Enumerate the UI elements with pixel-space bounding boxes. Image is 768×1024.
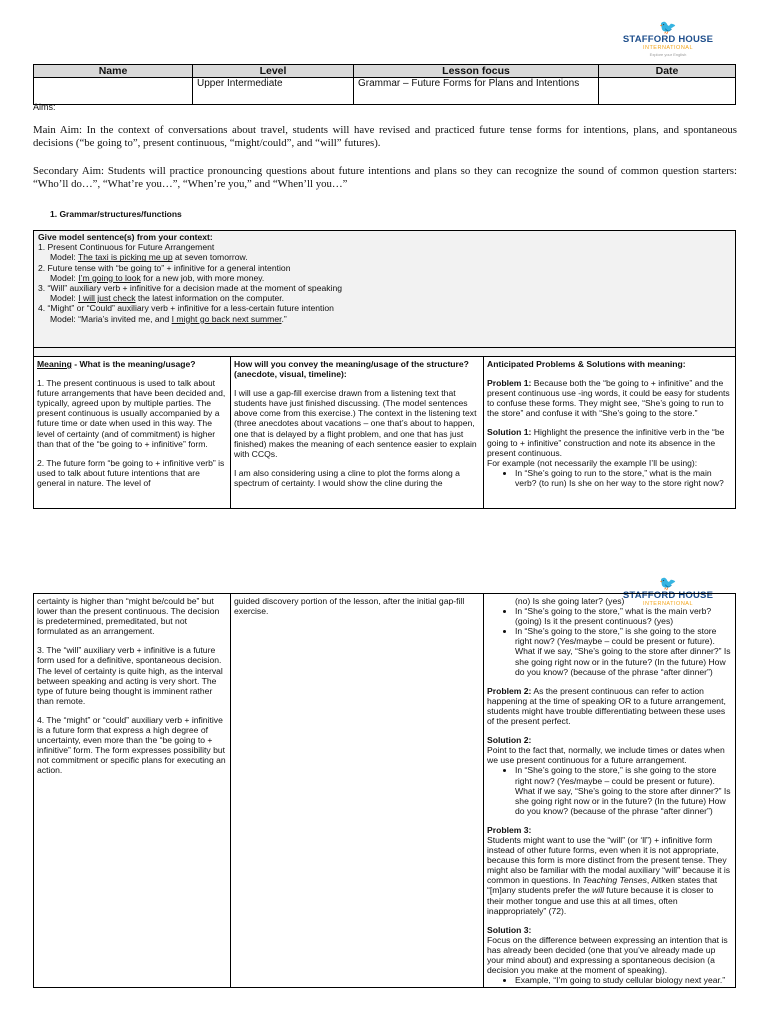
problems-header: Anticipated Problems & Solutions with meaning:	[487, 359, 686, 369]
convey-paragraph-2: I am also considering using a cline to plot the forms along a spectrum of certainty. I would show the cline during the	[234, 467, 460, 488]
header-value-date[interactable]	[599, 78, 736, 105]
aims-label: Aims:	[33, 102, 56, 112]
solution-2: Point to the fact that, normally, we include times or dates when we use present continuous for a future arrangement.	[487, 745, 725, 766]
model-line-1: 1. Present Continuous for Future Arrangement	[38, 242, 215, 253]
header-col-focus: Lesson focus	[354, 65, 599, 78]
list-item: • In “She’s going to the store,” what is the main verb? (going) Is it the present continuous? (yes)	[515, 606, 732, 626]
model-example-1: Model: The taxi is picking me up at seven tomorrow.	[50, 252, 248, 263]
bullet-continuation: (no) Is she going later? (yes)	[515, 596, 625, 606]
model-line-2: 2. Future tense with “be going to” + infinitive for a general intention	[38, 262, 291, 273]
convey-paragraph-2-cont: guided discovery portion of the lesson, after the initial gap-fill exercise.	[234, 596, 465, 617]
meaning-point-1: 1. The present continuous is used to talk about future arrangements that have been decided and, typically, agreed upon by multiple parties. The present continuous is usually accompanied by a future time or date when used in this way. The level of certainty (and of commitment) is higher than that of the “be going to + infinitive” form.	[37, 378, 226, 449]
model-line-3: 3. “Will” auxiliary verb + infinitive for a decision made at the moment of speaking	[38, 283, 343, 294]
example-intro: For example (not necessarily the example I’ll be using):	[487, 457, 698, 468]
problems-column	[484, 357, 736, 509]
logo-brand-2: STAFFORD HOUSE	[622, 590, 714, 601]
solution-3-label: Solution 3:	[487, 924, 532, 935]
meaning-point-2: 2. The future form “be going to + infinitive verb” is used to talk about future intentions that are general in nature. The level of	[37, 457, 225, 488]
bird-logo-icon-2: 🐦	[659, 575, 677, 591]
model-example-3: Model: I will just check the latest information on the computer.	[50, 293, 285, 304]
convey-column	[231, 357, 484, 509]
bird-logo-icon: 🐦	[659, 19, 677, 35]
meaning-header: Meaning - What is the meaning/usage?	[37, 359, 196, 369]
logo-tagline: Explore your English	[649, 52, 687, 57]
model-line-4: 4. “Might” or “Could” auxiliary verb + infinitive for a less-certain future intention	[38, 303, 334, 314]
meaning-point-3: 3. The “will” auxiliary verb + infinitive is a future form used for a definitive, spontaneous decision. The level of certainty is quite high, as the interval between speaking and acting is very short. The type of future being thought is imminent rather than remote.	[37, 645, 223, 706]
header-col-date: Date	[599, 65, 736, 78]
list-item: • Example, “I’m going to study cellular biology next year.”	[515, 975, 732, 985]
problem-3: Students might want to use the “will” (or ‘ll”) + infinitive form instead of other future forms, even when it is not appropriate, because this form is more distinct from the present tense. They might also be familiar with the modal auxiliary “will” because it is common in questions. In Teaching Tenses, Aitken states that “[m]any students prefer the will future because it is closer to their mother tongue and use this at all times, often inappropriately” (72).	[487, 834, 731, 916]
model-title: Give model sentence(s) from your context:	[38, 232, 213, 242]
header-col-level: Level	[193, 65, 354, 78]
problem-2: Problem 2: As the present continuous can refer to action happening at the time of speaking OR to a future arrangement, students might have trouble differentiating between these uses of the present perfect.	[487, 685, 726, 727]
model-example-2: Model: I’m going to look for a new job, with more money.	[50, 272, 265, 283]
problem-1: Problem 1: Because both the “be going to + infinitive” and the present continuous use -ing words, it could be easy for students to confuse these forms. They might see, “She’s going to run to the store” and confuse it with “She’s going to the store.”	[487, 378, 730, 419]
example-bullets-3	[487, 765, 732, 815]
section-heading: 1. Grammar/structures/functions	[50, 209, 182, 219]
example-bullets-2	[487, 606, 732, 677]
logo-sub-2: INTERNATIONAL	[642, 601, 694, 607]
document-page-2	[0, 574, 768, 1024]
logo-sub: INTERNATIONAL	[642, 45, 694, 51]
solution-1: Solution 1: Highlight the presence the infinitive verb in the “be going to + infinitive” construction and note its absence in the present continuous.	[487, 427, 725, 458]
main-aim: Main Aim: In the context of conversations about travel, students will have revised and practiced future tense forms for intentions, plans, and spontaneous decisions (“be going to”, present continuous, “might/could”, and “will” futures).	[33, 124, 737, 149]
solution-3: Focus on the difference between expressing an intention that is has already been decided (one that you’ve already made up your mind about) and expressing a spontaneous decision (a decision you make at the moment of speaking).	[487, 934, 728, 976]
model-sentences-box	[33, 230, 736, 348]
meaning-table-page-1	[33, 347, 736, 509]
model-example-4: Model: “Maria’s invited me, and I might go back next summer.”	[50, 313, 287, 324]
meaning-point-2-cont: certainty is higher than “might be/could be” but lower than the present continuous. The decision is predetermined, premeditated, but not formulated as an arrangement.	[37, 596, 220, 637]
header-value-name[interactable]	[34, 78, 193, 105]
header-value-focus: Grammar – Future Forms for Plans and Intentions	[354, 78, 599, 105]
list-item: • In “She’s going to the store,” is she going to the store right now? (Yes/maybe – could be present or future). What if we say, “She’s going to the store after dinner?” Is she going right now or in the future? (In the future) How do you know? (because of the phrase “after dinner”)	[515, 626, 732, 676]
problem-3-label: Problem 3:	[487, 824, 532, 835]
solution-2-label: Solution 2:	[487, 735, 532, 746]
example-bullets-4	[487, 975, 732, 985]
convey-paragraph-1: I will use a gap-fill exercise drawn from a listening text that students have just finished discussing. (The model sentences above come from this exercise.) The context in the listening text (three anecdotes about vacations – one that’s about to happen, one that is delayed by a flight problem, and one that has just finished) makes the meaning of each sentence easier to explain with CCQs.	[234, 388, 477, 459]
example-bullets-1	[487, 468, 732, 488]
meaning-table-page-2	[33, 593, 736, 988]
lesson-header-table	[33, 64, 736, 105]
meaning-point-4: 4. The “might” or “could” auxiliary verb + infinitive is a future form that express a high degree of uncertainty, even more than the “be going to + infinitive” form. The form expresses possibility but not commitment or specific plans for executing an action.	[37, 714, 226, 776]
convey-column-cont	[231, 594, 484, 988]
stafford-house-logo	[608, 20, 728, 57]
list-item: • In “She’s going to the store,” is she going to the store right now? (Yes/maybe – could be present or future). What if we say, “She’s going to the store after dinner?” Is she going right now or in the future? (In the future) How do you know? (because of the phrase “after dinner”)	[515, 765, 732, 815]
header-col-name: Name	[34, 65, 193, 78]
meaning-column	[34, 357, 231, 509]
logo-brand: STAFFORD HOUSE	[622, 34, 714, 45]
header-value-level: Upper Intermediate	[193, 78, 354, 105]
convey-header: How will you convey the meaning/usage of the structure? (anecdote, visual, timeline):	[234, 359, 469, 380]
problems-column-cont	[484, 594, 736, 988]
secondary-aim: Secondary Aim: Students will practice pronouncing questions about future intentions and plans so they can recognize the sound of common question starters: “Who’ll do…”, “What’re you…”, “When’re you,” and “When’ll you…”	[33, 165, 737, 190]
list-item: • In “She’s going to run to the store,” what is the main verb? (to run) Is she on her way to the store right now?	[515, 468, 732, 488]
meaning-column-cont	[34, 594, 231, 988]
